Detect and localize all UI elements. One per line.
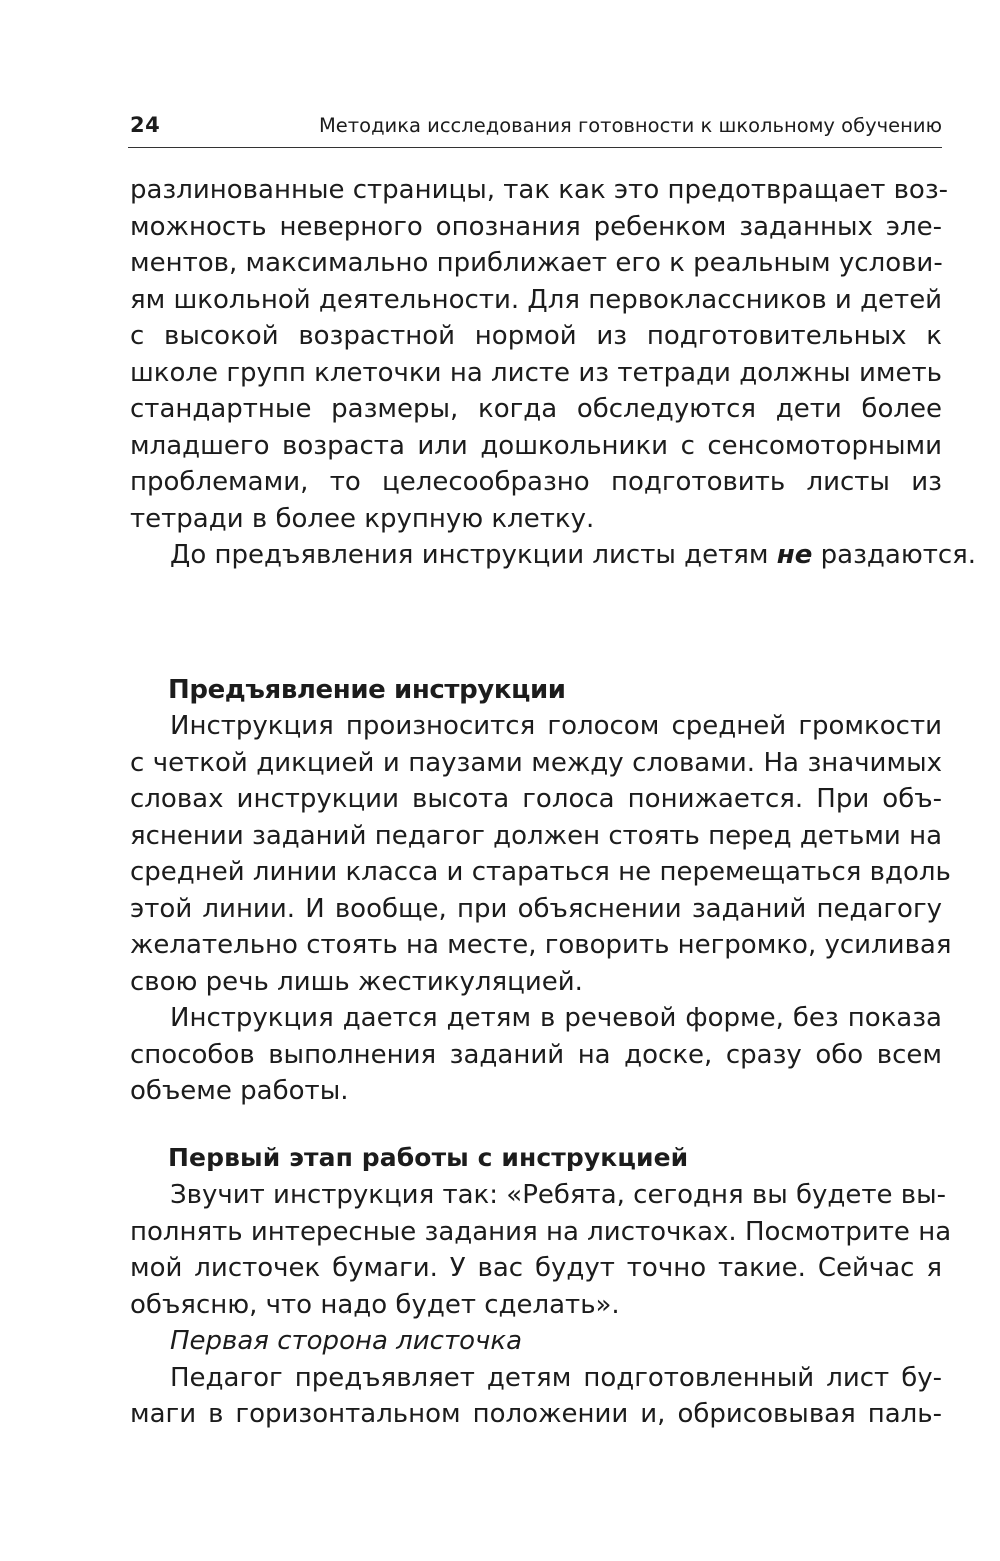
paragraph-line: маги в горизонтальном положении и, обрисовывая паль- — [130, 1399, 942, 1429]
paragraph-line: словах инструкции высота голоса понижается. При объ- — [130, 784, 942, 814]
paragraph-line: яснении заданий педагог должен стоять перед детьми на — [130, 820, 942, 851]
section-heading: Первый этап работы с инструкцией — [168, 1143, 689, 1172]
paragraph-line: объеме работы. — [130, 1076, 349, 1106]
running-title: Методика исследования готовности к школьному обучению — [318, 114, 942, 137]
section-heading: Предъявление инструкции — [168, 675, 566, 705]
paragraph-line: полнять интересные задания на листочках. Посмотрите на — [130, 1216, 952, 1247]
paragraph-line: желательно стоять на месте, говорить негромко, усиливая — [130, 930, 952, 960]
subsection-title: Первая сторона листочка — [170, 1326, 523, 1356]
paragraph-line: способов выполнения заданий на доске, сразу обо всем — [130, 1039, 942, 1070]
paragraph-line: Звучит инструкция так: «Ребята, сегодня вы будете вы- — [170, 1180, 947, 1210]
paragraph-line: ментов, максимально приближает его к реальным услови- — [130, 248, 943, 278]
paragraph-text: До предъявления инструкции листы детям — [170, 540, 777, 570]
paragraph-line: разлинованные страницы, так как это предотвращает воз- — [130, 175, 949, 205]
paragraph-line: с высокой возрастной нормой из подготовительных к — [130, 321, 942, 351]
paragraph-line: Инструкция произносится голосом средней громкости — [170, 711, 942, 741]
paragraph-line — [130, 537, 977, 574]
paragraph-line: средней линии класса и стараться не перемещаться вдоль — [130, 857, 951, 887]
paragraph-line: ям школьной деятельности. Для первоклассников и детей — [130, 284, 943, 315]
paragraph-line: тетради в более крупную клетку. — [130, 503, 595, 534]
paragraph-line: Инструкция дается детям в речевой форме, без показа — [170, 1003, 942, 1033]
paragraph-line: Педагог предъявляет детям подготовленный лист бу- — [170, 1362, 942, 1393]
section2-paragraphs — [130, 1177, 952, 1433]
paragraph-line: этой линии. И вообще, при объяснении заданий педагогу — [130, 893, 942, 924]
header-rule — [128, 147, 942, 148]
paragraph-line: объясню, что надо будет сделать». — [130, 1289, 620, 1320]
paragraph-line: мой листочек бумаги. У вас будут точно такие. Сейчас я — [130, 1253, 942, 1283]
emphasis-text: не — [776, 540, 813, 570]
paragraph-line: проблемами, то целесообразно подготовить листы из — [130, 467, 942, 497]
paragraph-line: можность неверного опознания ребенком заданных эле- — [130, 211, 942, 242]
running-header — [130, 113, 942, 143]
paragraph-line: свою речь лишь жестикуляцией. — [130, 966, 583, 997]
paragraph-line: стандартные размеры, когда обследуются дети более — [130, 394, 942, 424]
paragraph-text: раздаются. — [812, 540, 977, 570]
page-number: 24 — [130, 113, 161, 137]
continuation-paragraph — [130, 172, 977, 574]
section1-paragraphs — [130, 708, 952, 1110]
paragraph-line: младшего возраста или дошкольники с сенсомоторными — [130, 430, 942, 461]
paragraph-line: школе групп клеточки на листе из тетради должны иметь — [130, 357, 942, 388]
paragraph-line: с четкой дикцией и паузами между словами. На значимых — [130, 747, 942, 778]
